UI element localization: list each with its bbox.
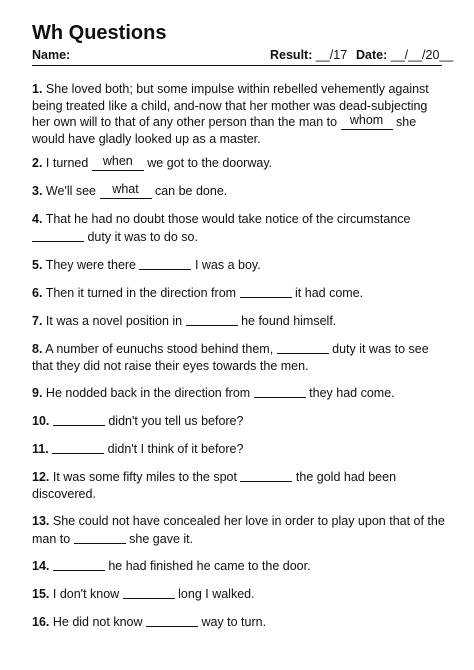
question-number: 11. (32, 442, 49, 456)
header-divider (32, 65, 442, 66)
question-number: 12. (32, 470, 50, 484)
question-number: 6. (32, 286, 43, 300)
answer-blank[interactable] (186, 313, 238, 326)
question-11 (32, 440, 446, 458)
question-text-after: he found himself. (237, 314, 337, 328)
question-text-after: didn't I think of it before? (104, 442, 244, 456)
result-value: __/17 (315, 48, 348, 62)
answer-text: when (102, 154, 133, 168)
answer-blank[interactable] (32, 229, 84, 242)
question-text-before: She could not have concealed her love in order to play upon that of the man to (32, 514, 445, 546)
date-field (356, 47, 453, 63)
question-text-before: I turned (45, 156, 92, 170)
question-6 (32, 284, 446, 302)
answer-blank[interactable] (240, 285, 292, 298)
question-text-before: He did not know (52, 615, 146, 629)
question-1 (32, 81, 446, 147)
answer-blank[interactable] (92, 154, 144, 171)
question-number: 16. (32, 615, 50, 629)
question-text-after: duty it was to see that they did not raise their eyes towards the men. (32, 342, 429, 373)
page-title: Wh Questions (32, 22, 167, 44)
answer-blank[interactable] (277, 341, 329, 354)
question-text-after: she would have gladly looked up as a master. (32, 115, 417, 146)
result-field (270, 47, 347, 63)
result-label: Result: (270, 48, 313, 62)
question-text-before: Then it turned in the direction from (45, 286, 240, 300)
question-number: 3. (32, 184, 43, 198)
question-text-before: She loved both; but some impulse within rebelled vehemently against being treated like a child, and-now that her mother was dead-subjecting her own will to that of any other person than the man to (32, 82, 429, 129)
question-text-after: we got to the doorway. (143, 156, 273, 170)
question-14 (32, 557, 446, 575)
answer-text: what (112, 182, 139, 196)
answer-blank[interactable] (100, 182, 152, 199)
question-text-before: They were there (45, 258, 140, 272)
question-text-after: didn't you tell us before? (104, 414, 244, 428)
answer-blank[interactable] (139, 257, 191, 270)
name-label: Name: (32, 48, 71, 62)
question-number: 13. (32, 514, 50, 528)
question-13 (32, 513, 446, 547)
question-text-before: That he had no doubt those would take notice of the circumstance (45, 212, 411, 226)
date-label: Date: (356, 48, 388, 62)
question-text-after: way to turn. (197, 615, 267, 629)
question-text-before: We'll see (45, 184, 100, 198)
question-number: 10. (32, 414, 50, 428)
answer-blank[interactable] (53, 558, 105, 571)
answer-blank[interactable] (52, 441, 104, 454)
question-text-before: It was a novel position in (45, 314, 186, 328)
answer-text: whom (349, 113, 384, 127)
question-number: 9. (32, 386, 43, 400)
date-value: __/__/20__ (390, 48, 454, 62)
answer-blank[interactable] (341, 113, 393, 130)
question-number: 2. (32, 156, 43, 170)
question-text-before: It was some fifty miles to the spot (52, 470, 241, 484)
question-text-before: A number of eunuchs stood behind them, (45, 342, 277, 356)
question-text-after: it had come. (291, 286, 364, 300)
answer-blank[interactable] (74, 531, 126, 544)
question-16 (32, 613, 446, 631)
question-text-before: I don't know (52, 587, 123, 601)
question-3 (32, 183, 446, 200)
question-8 (32, 340, 446, 374)
question-text-after: they had come. (305, 386, 395, 400)
question-text-after: she gave it. (125, 531, 194, 546)
answer-blank[interactable] (254, 385, 306, 398)
answer-blank[interactable] (240, 469, 292, 482)
question-9 (32, 384, 446, 402)
question-text-after: the gold had been discovered. (32, 470, 397, 501)
question-5 (32, 256, 446, 274)
question-12 (32, 468, 446, 502)
question-2 (32, 155, 446, 172)
question-15 (32, 585, 446, 603)
question-number: 4. (32, 212, 43, 226)
question-4 (32, 211, 446, 245)
question-text-after: he had finished he came to the door. (104, 559, 311, 573)
question-text-after: I was a boy. (191, 258, 261, 272)
question-number: 14. (32, 559, 50, 573)
answer-blank[interactable] (123, 586, 175, 599)
question-text-after: duty it was to do so. (84, 229, 198, 244)
answer-blank[interactable] (53, 413, 105, 426)
question-number: 8. (32, 342, 43, 356)
question-number: 5. (32, 258, 43, 272)
question-text-after: can be done. (151, 184, 228, 198)
answer-blank[interactable] (146, 614, 198, 627)
question-text-after: long I walked. (174, 587, 255, 601)
question-number: 15. (32, 587, 50, 601)
question-text-before: He nodded back in the direction from (45, 386, 254, 400)
question-7 (32, 312, 446, 330)
question-number: 1. (32, 82, 43, 96)
worksheet-header (32, 47, 454, 63)
question-10 (32, 412, 446, 430)
question-number: 7. (32, 314, 43, 328)
